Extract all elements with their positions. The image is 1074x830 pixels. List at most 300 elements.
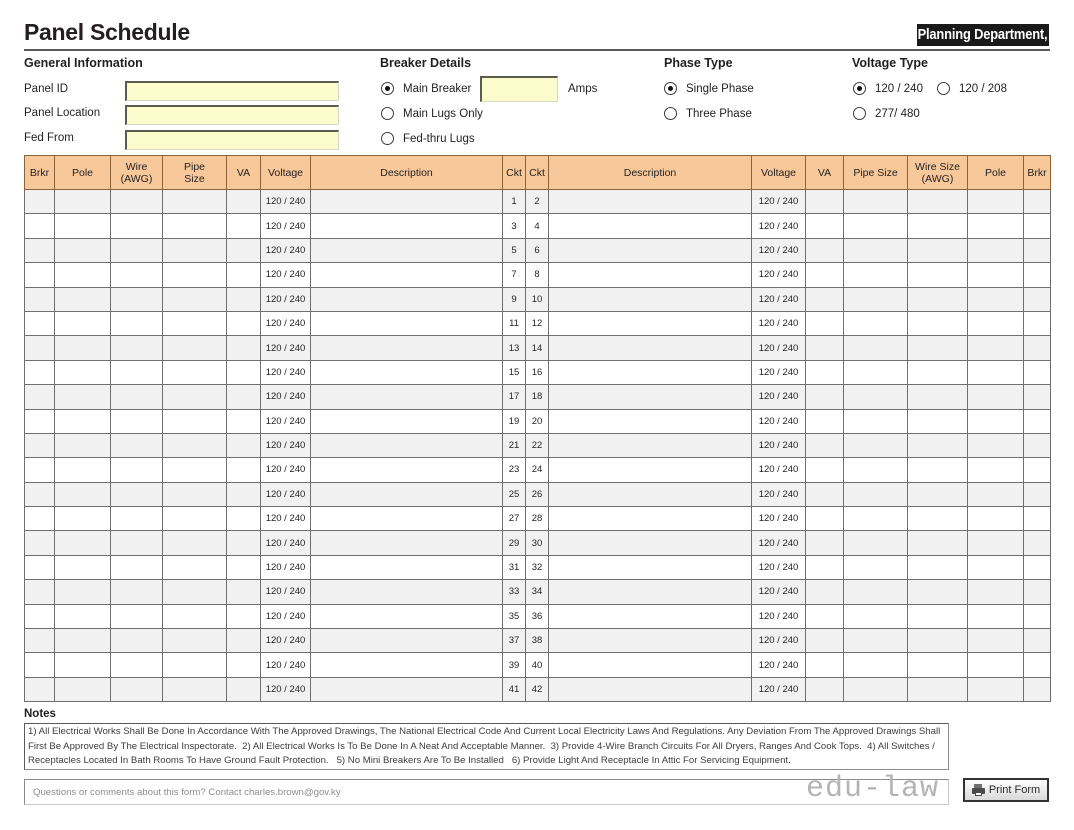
cell-pipe-size-left[interactable]: [163, 555, 227, 579]
cell-pipe-size-right-input[interactable]: [844, 312, 907, 335]
cell-pole-right-input[interactable]: [968, 678, 1023, 701]
cell-brkr-right-input[interactable]: [1024, 263, 1050, 286]
cell-va-left[interactable]: [227, 653, 261, 677]
cell-description-left-input[interactable]: [311, 361, 502, 384]
cell-wire-size-right[interactable]: [908, 507, 968, 531]
cell-brkr-right-input[interactable]: [1024, 385, 1050, 408]
cell-wire-awg-left[interactable]: [111, 433, 163, 457]
cell-pole-left-input[interactable]: [55, 239, 110, 262]
cell-brkr-left-input[interactable]: [25, 312, 54, 335]
cell-description-right[interactable]: [549, 190, 752, 214]
cell-va-left[interactable]: [227, 555, 261, 579]
cell-brkr-right[interactable]: [1024, 287, 1051, 311]
cell-va-left[interactable]: [227, 677, 261, 701]
cell-wire-awg-left[interactable]: [111, 385, 163, 409]
cell-brkr-left[interactable]: [25, 555, 55, 579]
cell-brkr-left[interactable]: [25, 677, 55, 701]
cell-brkr-left[interactable]: [25, 604, 55, 628]
cell-va-left[interactable]: [227, 482, 261, 506]
cell-wire-size-right-input[interactable]: [908, 556, 967, 579]
cell-pipe-size-left[interactable]: [163, 287, 227, 311]
cell-wire-size-right[interactable]: [908, 458, 968, 482]
cell-description-right[interactable]: [549, 214, 752, 238]
cell-wire-size-right[interactable]: [908, 555, 968, 579]
cell-description-right[interactable]: [549, 360, 752, 384]
cell-description-left-input[interactable]: [311, 312, 502, 335]
cell-brkr-left[interactable]: [25, 629, 55, 653]
cell-description-left[interactable]: [311, 604, 503, 628]
cell-pipe-size-right-input[interactable]: [844, 653, 907, 676]
cell-pole-right-input[interactable]: [968, 361, 1023, 384]
cell-pole-right-input[interactable]: [968, 312, 1023, 335]
cell-pole-right-input[interactable]: [968, 263, 1023, 286]
cell-description-right-input[interactable]: [549, 605, 751, 628]
cell-brkr-right[interactable]: [1024, 580, 1051, 604]
cell-va-right[interactable]: [806, 482, 844, 506]
cell-wire-awg-left[interactable]: [111, 263, 163, 287]
cell-description-right-input[interactable]: [549, 653, 751, 676]
cell-pole-right[interactable]: [968, 409, 1024, 433]
cell-pipe-size-left[interactable]: [163, 433, 227, 457]
cell-wire-size-right-input[interactable]: [908, 336, 967, 359]
cell-va-left[interactable]: [227, 580, 261, 604]
cell-va-right[interactable]: [806, 458, 844, 482]
cell-wire-awg-left-input[interactable]: [111, 312, 162, 335]
radio-main-breaker[interactable]: [381, 82, 471, 95]
cell-description-right[interactable]: [549, 580, 752, 604]
cell-pole-left-input[interactable]: [55, 678, 110, 701]
cell-pipe-size-right-input[interactable]: [844, 531, 907, 554]
cell-wire-size-right[interactable]: [908, 385, 968, 409]
panel-id-input[interactable]: [125, 81, 339, 101]
cell-pipe-size-left[interactable]: [163, 629, 227, 653]
cell-description-right-input[interactable]: [549, 483, 751, 506]
cell-pipe-size-left-input[interactable]: [163, 312, 226, 335]
cell-description-left-input[interactable]: [311, 263, 502, 286]
cell-va-right[interactable]: [806, 360, 844, 384]
cell-description-left[interactable]: [311, 531, 503, 555]
cell-brkr-right[interactable]: [1024, 458, 1051, 482]
cell-description-right[interactable]: [549, 604, 752, 628]
cell-pipe-size-left-input[interactable]: [163, 580, 226, 603]
cell-pole-left-input[interactable]: [55, 458, 110, 481]
cell-brkr-right-input[interactable]: [1024, 410, 1050, 433]
cell-pipe-size-left-input[interactable]: [163, 385, 226, 408]
cell-pipe-size-left-input[interactable]: [163, 653, 226, 676]
cell-va-left-input[interactable]: [227, 190, 260, 213]
cell-wire-size-right-input[interactable]: [908, 239, 967, 262]
cell-wire-size-right[interactable]: [908, 629, 968, 653]
cell-pole-left-input[interactable]: [55, 483, 110, 506]
cell-description-left[interactable]: [311, 629, 503, 653]
cell-pipe-size-left[interactable]: [163, 458, 227, 482]
cell-pole-right[interactable]: [968, 190, 1024, 214]
cell-brkr-left[interactable]: [25, 482, 55, 506]
cell-wire-awg-left[interactable]: [111, 287, 163, 311]
cell-pipe-size-left[interactable]: [163, 360, 227, 384]
cell-va-right[interactable]: [806, 677, 844, 701]
cell-brkr-right[interactable]: [1024, 311, 1051, 335]
cell-va-left[interactable]: [227, 458, 261, 482]
cell-pipe-size-right[interactable]: [844, 507, 908, 531]
cell-va-right-input[interactable]: [806, 556, 843, 579]
cell-description-left-input[interactable]: [311, 629, 502, 652]
cell-va-left[interactable]: [227, 190, 261, 214]
cell-brkr-left[interactable]: [25, 409, 55, 433]
cell-wire-awg-left-input[interactable]: [111, 653, 162, 676]
cell-wire-awg-left[interactable]: [111, 190, 163, 214]
cell-brkr-left[interactable]: [25, 531, 55, 555]
cell-description-left[interactable]: [311, 653, 503, 677]
cell-pole-left[interactable]: [55, 507, 111, 531]
cell-wire-awg-left-input[interactable]: [111, 483, 162, 506]
cell-pole-left[interactable]: [55, 531, 111, 555]
cell-va-left-input[interactable]: [227, 385, 260, 408]
cell-brkr-right-input[interactable]: [1024, 605, 1050, 628]
cell-va-left-input[interactable]: [227, 361, 260, 384]
cell-brkr-left[interactable]: [25, 263, 55, 287]
cell-pipe-size-left-input[interactable]: [163, 556, 226, 579]
cell-pole-right-input[interactable]: [968, 385, 1023, 408]
cell-wire-size-right-input[interactable]: [908, 678, 967, 701]
cell-pole-left-input[interactable]: [55, 410, 110, 433]
cell-wire-size-right-input[interactable]: [908, 507, 967, 530]
cell-pipe-size-left[interactable]: [163, 190, 227, 214]
cell-brkr-left[interactable]: [25, 360, 55, 384]
cell-pipe-size-right-input[interactable]: [844, 336, 907, 359]
cell-wire-size-right-input[interactable]: [908, 312, 967, 335]
cell-wire-size-right[interactable]: [908, 482, 968, 506]
cell-pipe-size-right[interactable]: [844, 190, 908, 214]
cell-wire-size-right[interactable]: [908, 238, 968, 262]
cell-brkr-left-input[interactable]: [25, 336, 54, 359]
cell-pole-left[interactable]: [55, 336, 111, 360]
cell-pole-left[interactable]: [55, 214, 111, 238]
cell-brkr-left-input[interactable]: [25, 458, 54, 481]
cell-brkr-left-input[interactable]: [25, 239, 54, 262]
radio-main-lugs-only[interactable]: [381, 107, 483, 120]
cell-pipe-size-right-input[interactable]: [844, 434, 907, 457]
cell-description-left-input[interactable]: [311, 507, 502, 530]
cell-pole-left[interactable]: [55, 385, 111, 409]
cell-pipe-size-right-input[interactable]: [844, 605, 907, 628]
cell-wire-awg-left[interactable]: [111, 604, 163, 628]
cell-brkr-left-input[interactable]: [25, 434, 54, 457]
cell-wire-awg-left-input[interactable]: [111, 190, 162, 213]
cell-brkr-right-input[interactable]: [1024, 288, 1050, 311]
cell-va-right-input[interactable]: [806, 507, 843, 530]
cell-pipe-size-left[interactable]: [163, 409, 227, 433]
cell-pipe-size-right[interactable]: [844, 263, 908, 287]
cell-va-left-input[interactable]: [227, 531, 260, 554]
cell-va-left[interactable]: [227, 214, 261, 238]
cell-brkr-left[interactable]: [25, 385, 55, 409]
cell-description-left-input[interactable]: [311, 385, 502, 408]
cell-brkr-left[interactable]: [25, 214, 55, 238]
cell-va-left-input[interactable]: [227, 239, 260, 262]
cell-pipe-size-left-input[interactable]: [163, 507, 226, 530]
cell-pole-right[interactable]: [968, 214, 1024, 238]
cell-pipe-size-right-input[interactable]: [844, 214, 907, 237]
cell-brkr-right-input[interactable]: [1024, 483, 1050, 506]
cell-wire-size-right-input[interactable]: [908, 458, 967, 481]
cell-va-right-input[interactable]: [806, 580, 843, 603]
cell-pole-left[interactable]: [55, 653, 111, 677]
print-form-button[interactable]: [963, 778, 1049, 802]
cell-va-right[interactable]: [806, 385, 844, 409]
cell-pipe-size-right[interactable]: [844, 677, 908, 701]
cell-description-left[interactable]: [311, 433, 503, 457]
cell-wire-awg-left[interactable]: [111, 458, 163, 482]
cell-pipe-size-left-input[interactable]: [163, 336, 226, 359]
cell-brkr-left[interactable]: [25, 580, 55, 604]
cell-pole-right[interactable]: [968, 653, 1024, 677]
radio-single-phase[interactable]: [664, 82, 754, 95]
cell-brkr-left-input[interactable]: [25, 653, 54, 676]
cell-wire-awg-left-input[interactable]: [111, 678, 162, 701]
cell-description-right[interactable]: [549, 482, 752, 506]
cell-va-right-input[interactable]: [806, 385, 843, 408]
cell-pole-left[interactable]: [55, 433, 111, 457]
cell-brkr-left-input[interactable]: [25, 361, 54, 384]
cell-brkr-left[interactable]: [25, 238, 55, 262]
cell-wire-awg-left[interactable]: [111, 629, 163, 653]
cell-pole-left[interactable]: [55, 458, 111, 482]
cell-pole-left-input[interactable]: [55, 361, 110, 384]
cell-va-right[interactable]: [806, 555, 844, 579]
cell-pole-right-input[interactable]: [968, 507, 1023, 530]
cell-description-right-input[interactable]: [549, 312, 751, 335]
cell-brkr-right-input[interactable]: [1024, 629, 1050, 652]
cell-pole-left[interactable]: [55, 263, 111, 287]
cell-wire-awg-left-input[interactable]: [111, 580, 162, 603]
cell-brkr-left-input[interactable]: [25, 288, 54, 311]
cell-brkr-left[interactable]: [25, 287, 55, 311]
cell-description-right-input[interactable]: [549, 336, 751, 359]
cell-pole-right[interactable]: [968, 629, 1024, 653]
cell-wire-awg-left-input[interactable]: [111, 239, 162, 262]
cell-va-right[interactable]: [806, 653, 844, 677]
cell-pipe-size-right[interactable]: [844, 336, 908, 360]
cell-description-right[interactable]: [549, 385, 752, 409]
cell-va-right-input[interactable]: [806, 458, 843, 481]
cell-pole-right-input[interactable]: [968, 580, 1023, 603]
cell-brkr-left-input[interactable]: [25, 483, 54, 506]
cell-wire-awg-left[interactable]: [111, 214, 163, 238]
cell-pole-left[interactable]: [55, 190, 111, 214]
cell-pole-right-input[interactable]: [968, 288, 1023, 311]
cell-pipe-size-left-input[interactable]: [163, 263, 226, 286]
cell-description-right-input[interactable]: [549, 214, 751, 237]
cell-va-right-input[interactable]: [806, 678, 843, 701]
cell-wire-awg-left-input[interactable]: [111, 434, 162, 457]
cell-va-left[interactable]: [227, 336, 261, 360]
cell-wire-size-right[interactable]: [908, 433, 968, 457]
cell-pipe-size-right-input[interactable]: [844, 629, 907, 652]
cell-description-left-input[interactable]: [311, 458, 502, 481]
cell-va-left[interactable]: [227, 238, 261, 262]
cell-description-left[interactable]: [311, 580, 503, 604]
cell-brkr-left-input[interactable]: [25, 531, 54, 554]
cell-pole-right[interactable]: [968, 555, 1024, 579]
cell-description-left[interactable]: [311, 482, 503, 506]
radio-fed-thru-lugs[interactable]: [381, 132, 475, 145]
cell-va-left-input[interactable]: [227, 653, 260, 676]
cell-wire-awg-left-input[interactable]: [111, 288, 162, 311]
cell-pole-left[interactable]: [55, 311, 111, 335]
cell-description-left[interactable]: [311, 360, 503, 384]
cell-brkr-left[interactable]: [25, 336, 55, 360]
cell-wire-size-right-input[interactable]: [908, 531, 967, 554]
cell-pole-left-input[interactable]: [55, 263, 110, 286]
cell-pipe-size-right-input[interactable]: [844, 263, 907, 286]
cell-va-right-input[interactable]: [806, 214, 843, 237]
cell-brkr-left[interactable]: [25, 507, 55, 531]
cell-pole-right-input[interactable]: [968, 629, 1023, 652]
cell-pole-right[interactable]: [968, 677, 1024, 701]
cell-pole-right[interactable]: [968, 531, 1024, 555]
cell-description-left-input[interactable]: [311, 410, 502, 433]
cell-wire-awg-left[interactable]: [111, 677, 163, 701]
cell-description-left[interactable]: [311, 409, 503, 433]
cell-pole-left[interactable]: [55, 409, 111, 433]
cell-pole-right[interactable]: [968, 458, 1024, 482]
cell-pipe-size-right-input[interactable]: [844, 507, 907, 530]
cell-wire-awg-left[interactable]: [111, 507, 163, 531]
cell-wire-awg-left[interactable]: [111, 238, 163, 262]
cell-pipe-size-right-input[interactable]: [844, 458, 907, 481]
cell-va-right-input[interactable]: [806, 629, 843, 652]
cell-pole-left[interactable]: [55, 360, 111, 384]
cell-pole-left[interactable]: [55, 677, 111, 701]
cell-pipe-size-right[interactable]: [844, 629, 908, 653]
cell-va-left-input[interactable]: [227, 605, 260, 628]
cell-brkr-left-input[interactable]: [25, 190, 54, 213]
cell-description-left[interactable]: [311, 336, 503, 360]
cell-va-right-input[interactable]: [806, 605, 843, 628]
cell-va-left[interactable]: [227, 311, 261, 335]
cell-pole-right[interactable]: [968, 311, 1024, 335]
radio-three-phase[interactable]: [664, 107, 752, 120]
cell-pole-right[interactable]: [968, 507, 1024, 531]
cell-description-right-input[interactable]: [549, 556, 751, 579]
cell-pipe-size-right[interactable]: [844, 458, 908, 482]
cell-pole-left-input[interactable]: [55, 288, 110, 311]
cell-brkr-right-input[interactable]: [1024, 434, 1050, 457]
cell-pipe-size-left[interactable]: [163, 604, 227, 628]
cell-wire-size-right[interactable]: [908, 653, 968, 677]
cell-wire-size-right-input[interactable]: [908, 483, 967, 506]
cell-va-left[interactable]: [227, 409, 261, 433]
cell-pipe-size-right[interactable]: [844, 604, 908, 628]
cell-pole-right-input[interactable]: [968, 531, 1023, 554]
cell-va-left-input[interactable]: [227, 214, 260, 237]
cell-description-left-input[interactable]: [311, 580, 502, 603]
cell-pole-left-input[interactable]: [55, 556, 110, 579]
cell-va-right-input[interactable]: [806, 263, 843, 286]
cell-description-right-input[interactable]: [549, 531, 751, 554]
cell-wire-awg-left[interactable]: [111, 482, 163, 506]
cell-brkr-right[interactable]: [1024, 190, 1051, 214]
cell-pipe-size-right[interactable]: [844, 433, 908, 457]
cell-va-right[interactable]: [806, 580, 844, 604]
cell-brkr-left[interactable]: [25, 458, 55, 482]
cell-va-left-input[interactable]: [227, 483, 260, 506]
cell-pole-right-input[interactable]: [968, 190, 1023, 213]
cell-wire-size-right[interactable]: [908, 190, 968, 214]
cell-description-right[interactable]: [549, 311, 752, 335]
cell-brkr-left-input[interactable]: [25, 507, 54, 530]
cell-pole-right-input[interactable]: [968, 653, 1023, 676]
cell-pipe-size-left[interactable]: [163, 263, 227, 287]
cell-pipe-size-left[interactable]: [163, 238, 227, 262]
cell-pole-right[interactable]: [968, 263, 1024, 287]
cell-va-right[interactable]: [806, 311, 844, 335]
cell-brkr-right[interactable]: [1024, 214, 1051, 238]
cell-va-left-input[interactable]: [227, 288, 260, 311]
cell-wire-size-right-input[interactable]: [908, 190, 967, 213]
cell-va-left-input[interactable]: [227, 629, 260, 652]
cell-pipe-size-left-input[interactable]: [163, 483, 226, 506]
cell-brkr-right[interactable]: [1024, 531, 1051, 555]
cell-pole-right[interactable]: [968, 287, 1024, 311]
cell-va-right-input[interactable]: [806, 531, 843, 554]
cell-va-left[interactable]: [227, 629, 261, 653]
cell-brkr-right[interactable]: [1024, 238, 1051, 262]
cell-pole-left-input[interactable]: [55, 507, 110, 530]
cell-description-right-input[interactable]: [549, 458, 751, 481]
cell-va-right[interactable]: [806, 287, 844, 311]
cell-brkr-left-input[interactable]: [25, 629, 54, 652]
cell-description-right-input[interactable]: [549, 629, 751, 652]
cell-description-left[interactable]: [311, 238, 503, 262]
cell-va-left[interactable]: [227, 433, 261, 457]
cell-description-left[interactable]: [311, 385, 503, 409]
cell-pipe-size-right[interactable]: [844, 580, 908, 604]
cell-brkr-right[interactable]: [1024, 677, 1051, 701]
cell-wire-size-right[interactable]: [908, 263, 968, 287]
cell-va-left-input[interactable]: [227, 507, 260, 530]
cell-pipe-size-left-input[interactable]: [163, 678, 226, 701]
cell-pipe-size-left-input[interactable]: [163, 458, 226, 481]
cell-wire-size-right[interactable]: [908, 214, 968, 238]
cell-pole-right[interactable]: [968, 482, 1024, 506]
cell-pole-right[interactable]: [968, 433, 1024, 457]
cell-wire-size-right[interactable]: [908, 311, 968, 335]
cell-wire-size-right-input[interactable]: [908, 629, 967, 652]
cell-description-left[interactable]: [311, 677, 503, 701]
cell-pipe-size-left[interactable]: [163, 677, 227, 701]
cell-brkr-right[interactable]: [1024, 385, 1051, 409]
cell-va-left[interactable]: [227, 263, 261, 287]
cell-description-right[interactable]: [549, 531, 752, 555]
cell-description-right-input[interactable]: [549, 410, 751, 433]
cell-wire-awg-left-input[interactable]: [111, 531, 162, 554]
cell-wire-awg-left[interactable]: [111, 653, 163, 677]
cell-pipe-size-right[interactable]: [844, 238, 908, 262]
cell-pipe-size-left-input[interactable]: [163, 361, 226, 384]
cell-wire-awg-left-input[interactable]: [111, 458, 162, 481]
cell-wire-size-right-input[interactable]: [908, 434, 967, 457]
cell-wire-awg-left-input[interactable]: [111, 507, 162, 530]
cell-description-right-input[interactable]: [549, 580, 751, 603]
fed-from-input[interactable]: [125, 130, 339, 150]
cell-description-right-input[interactable]: [549, 190, 751, 213]
cell-va-right-input[interactable]: [806, 653, 843, 676]
cell-brkr-left[interactable]: [25, 433, 55, 457]
cell-pipe-size-right[interactable]: [844, 214, 908, 238]
cell-pipe-size-left[interactable]: [163, 507, 227, 531]
